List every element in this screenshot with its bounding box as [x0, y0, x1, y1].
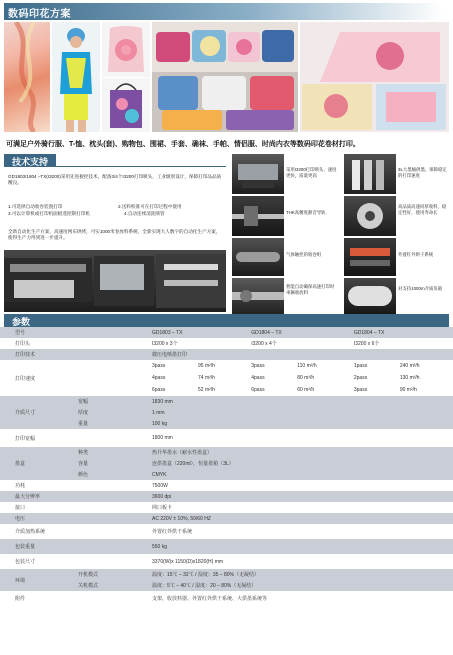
media-label: 介质尺寸	[0, 396, 74, 429]
head-2: I3200 x 4个	[247, 338, 350, 349]
model-1: GD1803 – TX	[148, 327, 247, 338]
tech-label: 打印技术	[0, 349, 148, 360]
feature-photo-6	[344, 238, 396, 276]
params-title: 参数	[4, 314, 449, 327]
feature-text-4: 高品质高速同厚收料，稳定性好，使用寿命长	[398, 204, 447, 215]
model-3: GD1804 – TX	[350, 327, 453, 338]
speed-pass: 3pass	[251, 363, 265, 369]
tech-divider	[4, 166, 226, 167]
head-1: I3200 x 3个	[148, 338, 247, 349]
tech-item-2: 2.送料校准可在打印过程中使用	[118, 204, 182, 209]
speed-pass: 3pass	[353, 387, 368, 393]
speed-pass: 6pass	[251, 387, 265, 393]
env-label: 环境	[0, 569, 74, 591]
tech-intro: GD1803/1804 –TX(I3200)采用先进板控技术，配备3/4个I3200打印喷头，工业级别设计，保障打印品品质精良。	[8, 174, 222, 186]
voltage-value: AC 220V ± 10%, 50/60 HZ	[148, 513, 453, 524]
feature-photo-1	[232, 154, 284, 194]
feature-text-5: 气体触控的收卷组	[286, 252, 322, 257]
feature-photo-2	[344, 154, 396, 194]
drawstring-bag-photo	[102, 22, 150, 77]
ink-sub-label: 颜色	[74, 469, 148, 480]
feature-text-7: 智能自动确保高速打印时車辆收放料	[286, 284, 335, 295]
table-row	[0, 491, 453, 502]
scarf-photo	[4, 22, 50, 132]
feature-text-8: 对支持1000m介质负载	[398, 286, 443, 291]
media-value: 1830 mm	[148, 396, 453, 407]
pillows-photo	[152, 22, 298, 132]
tech-item-4: 4.自动连续清洗喷管	[124, 211, 165, 216]
speed-pass: 3pass	[152, 363, 166, 369]
feature-photo-8	[344, 278, 396, 314]
print-width-label: 打印宽幅	[0, 429, 148, 447]
ink-sub-label: 种类	[74, 447, 148, 458]
speed-pass: 2pass	[353, 375, 368, 381]
feature-text-3: THK高精度静音导轨	[286, 210, 326, 215]
usage-caption: 可满足户外骑行服、T-恤、枕头(套)、购物包、围裙、手套、确袜、手帕、情侣服、时尚内衣等数码印花卷材打印。	[6, 141, 360, 148]
table-row	[0, 502, 453, 513]
table-row	[0, 447, 453, 458]
resolution-label: 最大分辨率	[0, 491, 148, 502]
table-row	[0, 396, 453, 407]
table-row	[0, 539, 453, 554]
table-row	[0, 480, 453, 491]
env-value: 温度：5℃ – 40℃ / 湿度：20 – 80%（无凝结）	[148, 580, 453, 591]
resolution-value: 3600 dpi	[148, 491, 453, 502]
speed-value: 74 m²/h	[198, 375, 215, 381]
table-row	[0, 554, 453, 569]
speed-value: 60 m²/h	[297, 387, 315, 393]
tech-value: 微压电喷墨打印	[148, 349, 453, 360]
feature-text-6: 外置红外烘干系统	[398, 252, 434, 257]
table-row	[0, 524, 453, 539]
voltage-label: 电压	[0, 513, 148, 524]
speed-value: 52 m²/h	[198, 387, 215, 393]
speed-pass: 4pass	[152, 375, 166, 381]
cycling-outfit-photo	[52, 22, 100, 132]
media-value: 100 kg	[148, 418, 453, 429]
speed-pass: 1pass	[353, 363, 368, 369]
env-value: 温度：15℃ – 32℃ / 湿度：35 – 80%（无凝结）	[148, 569, 453, 580]
tech-item-3: 3.可以计算机或打印机面板遥控制打印机	[8, 211, 90, 216]
speed-value: 95 m²/h	[198, 363, 215, 369]
heating-value: 外置红外烘干系统	[148, 524, 453, 539]
head-label: 打印头	[0, 338, 148, 349]
tech-support-title: 技术支持	[4, 154, 56, 167]
section-title: 数码印花方案	[8, 9, 71, 20]
media-sub-label: 宽幅	[74, 396, 148, 407]
power-label: 功耗	[0, 480, 148, 491]
tote-bag-photo	[102, 78, 150, 132]
speed-label: 打印速度	[0, 360, 148, 396]
model-2: GD1804 – TX	[247, 327, 350, 338]
table-row	[0, 513, 453, 524]
ink-value: 热升华墨水（耐水性墨盒）	[148, 447, 453, 458]
package-weight-value: 550 kg	[148, 539, 453, 554]
model-label: 型号	[0, 327, 148, 338]
head-3: I3200 x 6个	[350, 338, 453, 349]
speed-value: 240 m²/h	[399, 363, 420, 369]
interface-value: 网口板卡	[148, 502, 453, 513]
media-sub-label: 重量	[74, 418, 148, 429]
env-sub-label: 开机模式	[74, 569, 148, 580]
tech-footer: 全新自动化生产方案，高速度网布烘烤，可实1000米卷放料系统，全新实现大人数字的自动化生产方案，使得生产力得到进一步提升。	[8, 229, 221, 241]
env-sub-label: 关机模式	[74, 580, 148, 591]
package-weight-label: 包装重量	[0, 539, 148, 554]
table-row	[0, 569, 453, 580]
speed-value: 90 m²/h	[399, 387, 417, 393]
heating-label: 介质加热系统	[0, 524, 148, 539]
speed-pass: 4pass	[251, 375, 265, 381]
media-value: 1 mm	[148, 407, 453, 418]
spec-table	[0, 327, 453, 605]
table-row	[0, 349, 453, 360]
ink-value: 连供墨盒（220ml），恒量墨箱（3L）	[148, 458, 453, 469]
feature-photo-5	[232, 238, 284, 276]
section-header	[4, 3, 444, 20]
ink-value: CMYK	[148, 469, 453, 480]
package-size-value: 3370(W)x 1150(D)x1820(H) mm	[148, 554, 453, 569]
feature-photo-3	[232, 196, 284, 236]
media-sub-label: 厚度	[74, 407, 148, 418]
speed-value: 80 m²/h	[297, 375, 315, 381]
feature-photo-7	[232, 278, 284, 314]
speed-pass: 6pass	[152, 387, 166, 393]
ink-label: 墨盒	[0, 447, 74, 480]
table-row	[0, 327, 453, 338]
table-row	[0, 360, 453, 396]
speed-value: 110 m²/h	[297, 363, 317, 369]
power-value: 7500W	[148, 480, 453, 491]
interface-label: 接口	[0, 502, 148, 513]
table-row	[0, 591, 453, 605]
speed-value: 130 m²/h	[399, 375, 420, 381]
feature-photo-4	[344, 196, 396, 236]
print-width-value: 1800 mm	[148, 429, 453, 447]
ink-sub-label: 容量	[74, 458, 148, 469]
printer-photo-main	[4, 250, 226, 312]
accessories-value: 支架、收放料器、外置红外烘干系统、大供墨系统等	[148, 591, 453, 605]
package-size-label: 包装尺寸	[0, 554, 148, 569]
printed-fabric-photo	[300, 22, 449, 132]
feature-text-1: 采用I3200打印喷头，速度更快，质量更高	[286, 167, 337, 178]
table-row	[0, 429, 453, 447]
tech-item-1: 1.可选择自动收卷装置打印	[8, 204, 63, 209]
accessories-label: 附件	[0, 591, 148, 605]
product-photos	[4, 22, 449, 134]
feature-text-2: 3L大墨桶供墨，保障稳定的打印速度	[398, 167, 447, 178]
table-row	[0, 338, 453, 349]
